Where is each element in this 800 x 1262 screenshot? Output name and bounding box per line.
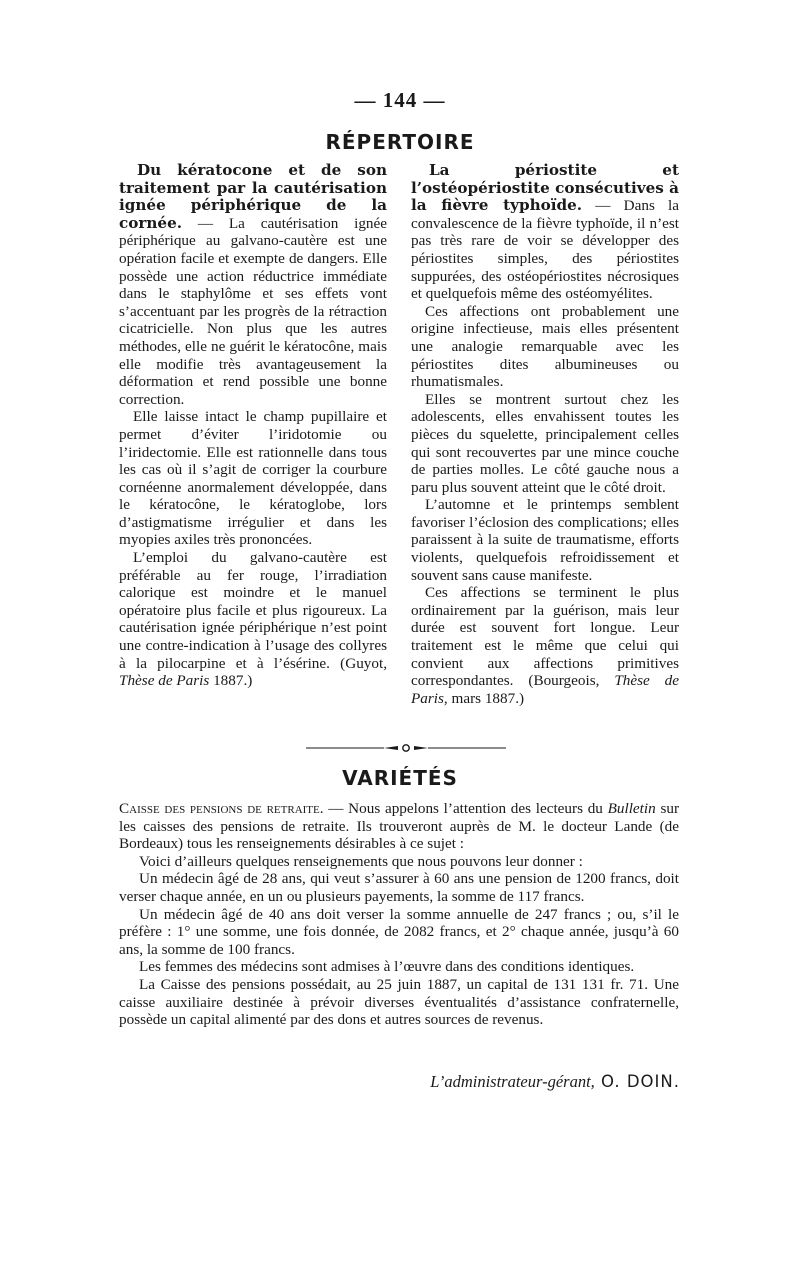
article-paragraph: Elles se montrent surtout chez les adolescents, elles envahissent toutes les pièces du squelette, principalement celles qui sont recouvertes par une mince couche de parties molles. Le côté gauche nous a paru plus souvent atteint que le côté droit. (411, 390, 679, 496)
article-text: Ces affections se terminent le plus ordinairement par la guérison, mais leur durée est souvent fort longue. Leur traitement est le même que celui qui convient aux affections primitives correspondantes. (Bourgeois, (411, 584, 679, 690)
right-column (411, 162, 679, 707)
ornament-divider (306, 742, 506, 754)
article-text: — Dans la convalescence de la fièvre typhoïde, il n’est pas très rare de voir se développer des périostites simples, des périostites suppurées, des ostéopériostites nécrosiques et quelquefois même des ostéomyélites. (411, 197, 679, 303)
article-paragraph: L’automne et le printemps semblent favoriser l’éclosion des complications; elles paraissent à la suite de traumatisme, efforts violents, quelquefois refroidissement et souvent sans cause manifeste. (411, 496, 679, 584)
varietes-paragraph: Un médecin âgé de 40 ans doit verser la somme annuelle de 247 francs ; ou, s’il le préfère : 1° une somme, une fois donnée, de 2082 francs, et 2° chaque année, jusqu’à 60 ans, la somme de 100 francs. (119, 905, 679, 958)
section-title-repertoire: RÉPERTOIRE (325, 130, 475, 154)
article-paragraph: Elle laisse intact le champ pupillaire et permet d’éviter l’iridotomie ou l’iridectomie. Elle est rationnelle dans tous les cas où il s’agit de corriger la courbure cornéenne anormalement développée, dans le kératocône, le kératoglobe, lors d’astigmatisme irrégulier et dans les myopies axiles très prononcées. (119, 408, 387, 549)
article-periostite-intro (411, 162, 679, 303)
varietes-body (119, 800, 679, 1029)
varietes-paragraph: Un médecin âgé de 28 ans, qui veut s’assurer à 60 ans une pension de 1200 francs, doit verser chaque année, en un ou plusieurs payements, la somme de 117 francs. (119, 870, 679, 905)
article-text: — La cautérisation ignée périphérique au galvano-cautère est une opération facile et exempte de dangers. Elle possède une action réductrice immédiate dans le staphylôme et ses effets vont s’accentuant par les progrès de la rétraction cicatricielle. Non plus que les autres méthodes, elle ne guérit le kératocône, mais elle modifie très avantageusement la déformation et rend possible une bonne correction. (119, 214, 387, 408)
left-column (119, 162, 387, 690)
varietes-paragraph (119, 800, 679, 853)
citation-end: , mars 1887.) (443, 689, 525, 707)
article-keratocone-intro (119, 162, 387, 408)
signature-name: O. DOIN. (594, 1072, 680, 1091)
signature (430, 1072, 680, 1092)
article-paragraph: Ces affections ont probablement une origine infectieuse, mais elles présentent une analogie remarquable avec les périostites dites albumineuses ou rhumatismales. (411, 302, 679, 391)
article-text: L’emploi du galvano-cautère est préférable au fer rouge, l’irradiation calorique est moindre et le manuel opératoire plus facile et plus rigoureux. La cautérisation ignée périphérique n’est point une contre-indication à l’usage des collyres à la pilocarpine et à l’ésérine. (Guyot, (119, 549, 387, 672)
varietes-paragraph: Voici d’ailleurs quelques renseignements que nous pouvons leur donner : (139, 852, 583, 870)
section-title-varietes: VARIÉTÉS (342, 766, 458, 790)
signature-role: L’administrateur-gérant, (430, 1072, 595, 1091)
varietes-text: sur les caisses des pensions de retraite. Ils trouveront auprès de M. le docteur Lande (de Bordeaux) tous les renseignements désirables à ce sujet : (119, 800, 679, 853)
varietes-text: — Nous appelons l’attention des lecteurs du (323, 800, 608, 817)
varietes-paragraph: La Caisse des pensions possédait, au 25 juin 1887, un capital de 131 131 fr. 71. Une caisse auxiliaire destinée à prévoir diverses éventualités d’assistance confraternelle, possède un capital alimenté par des dons et autres sources de revenus. (119, 975, 679, 1029)
citation-source: Thèse de Paris (119, 672, 210, 690)
article-title-keratocone: Du kératocone et de son traitement par la cautérisation ignée périphérique de la cornée. (119, 161, 387, 232)
varietes-paragraph: Les femmes des médecins sont admises à l’œuvre dans des conditions identiques. (139, 958, 635, 976)
varietes-heading: Caisse des pensions de retraite. (119, 800, 324, 817)
page-number: — 144 — (354, 88, 446, 112)
article-paragraph (411, 584, 679, 707)
citation-end: 1887.) (209, 672, 253, 690)
article-title-periostite: La périostite et l’ostéopériostite consécutives à la fièvre typhoïde. (411, 161, 679, 215)
article-paragraph (119, 549, 387, 690)
bulletin-italic: Bulletin (607, 800, 656, 817)
citation-source: Thèse de Paris (411, 672, 679, 707)
